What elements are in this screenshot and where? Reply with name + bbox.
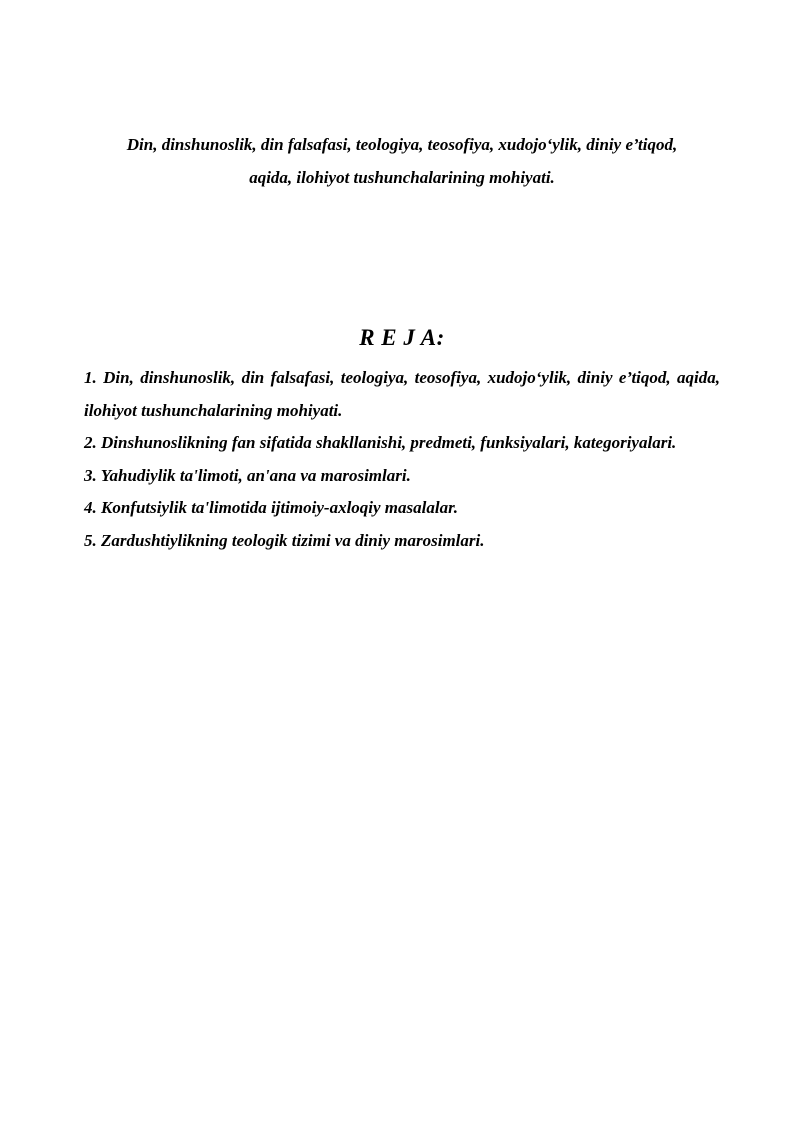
document-title-line-1: Din, dinshunoslik, din falsafasi, teologiya, teosofiya, xudojo‘ylik, diniy e’tiqod, bbox=[126, 135, 678, 154]
plan-item-4: 4. Konfutsiylik ta'limotida ijtimoiy-axloqiy masalalar. bbox=[84, 498, 459, 517]
plan-heading: R E J A: bbox=[359, 325, 445, 350]
plan-item-5: 5. Zardushtiylikning teologik tizimi va diniy marosimlari. bbox=[84, 530, 485, 550]
plan-item-3: 3. Yahudiylik ta'limoti, an'ana va marosimlari. bbox=[84, 465, 411, 485]
plan-list bbox=[84, 362, 720, 557]
document-title bbox=[84, 128, 720, 194]
plan-item-1: 1. Din, dinshunoslik, din falsafasi, teologiya, teosofiya, xudojo‘ylik, diniy e’tiqod, aqida, ilohiyot tushunchalarining mohiyati. bbox=[84, 368, 720, 420]
document-title-line-2: aqida, ilohiyot tushunchalarining mohiyati. bbox=[249, 168, 555, 187]
plan-item-2: 2. Dinshunoslikning fan sifatida shakllanishi, predmeti, funksiyalari, kategoriyalari. bbox=[84, 433, 677, 452]
